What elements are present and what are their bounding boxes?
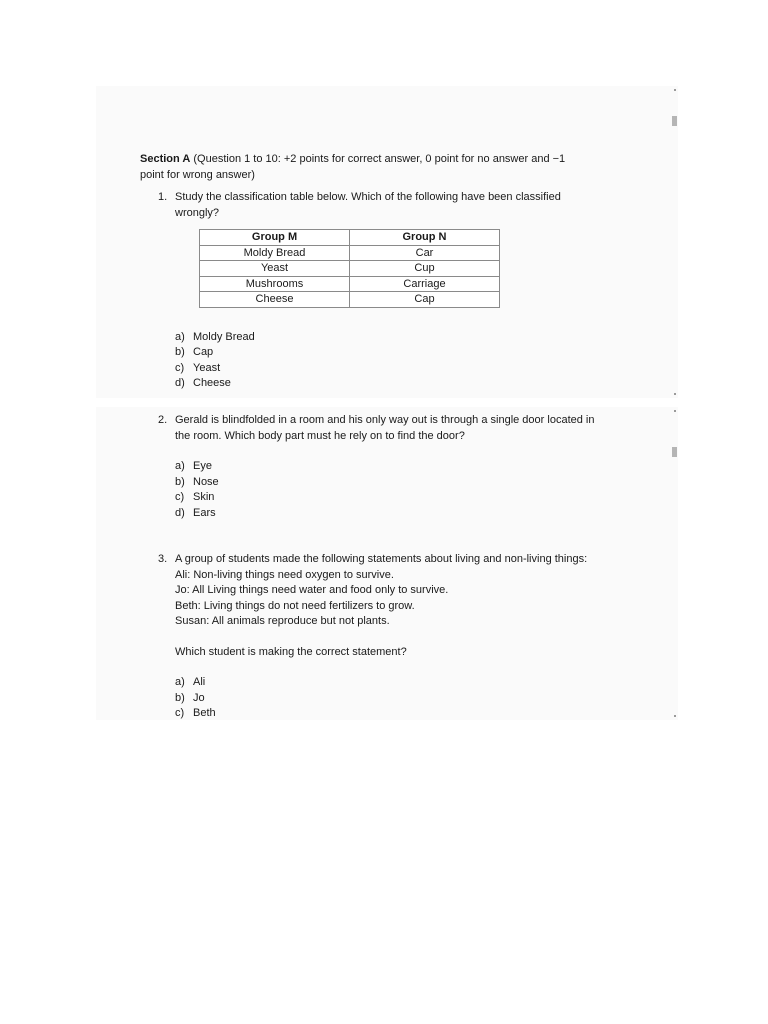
column-header: Group M <box>200 230 350 246</box>
option-text: Eye <box>193 460 212 472</box>
answer-option[interactable] <box>175 459 634 475</box>
option-text: Cap <box>193 346 214 358</box>
table-row <box>200 261 500 277</box>
answer-option[interactable] <box>175 361 634 377</box>
table-row <box>200 245 500 261</box>
table-cell: Cheese <box>200 292 350 308</box>
question-number: 2. <box>158 414 168 426</box>
option-text: Nose <box>193 475 219 488</box>
answer-option[interactable] <box>175 691 634 707</box>
scroll-thumb[interactable] <box>672 447 677 457</box>
student-statement: Jo: All Living things need water and food only to survive. <box>175 584 449 596</box>
scroll-up-arrow-icon[interactable] <box>674 410 676 412</box>
section-desc-line1: (Question 1 to 10: +2 points for correct answer, 0 point for no answer and −1 <box>193 153 566 165</box>
table-cell: Moldy Bread <box>200 245 350 261</box>
answer-option[interactable] <box>175 475 634 491</box>
option-text: Beth <box>193 707 216 719</box>
option-letter: a) <box>175 676 185 688</box>
spacer <box>175 630 634 645</box>
document-panel-2 <box>96 407 678 720</box>
table-cell: Yeast <box>200 261 350 277</box>
spacer <box>175 308 634 330</box>
option-letter: a) <box>175 330 185 343</box>
answer-option[interactable] <box>175 345 634 361</box>
option-text: Ears <box>193 506 216 519</box>
scroll-up-arrow-icon[interactable] <box>674 89 676 91</box>
spacer <box>175 660 634 675</box>
student-statement: Ali: Non-living things need oxygen to survive. <box>175 568 394 581</box>
question-text-line: the room. Which body part must he rely on to find the door? <box>175 429 465 442</box>
option-text: Jo <box>193 691 205 704</box>
question-3 <box>140 552 634 720</box>
question-2 <box>140 413 634 521</box>
option-letter: b) <box>175 691 185 704</box>
question-text-line: Study the classification table below. Which of the following have been classified <box>175 191 561 203</box>
answer-options <box>175 330 634 392</box>
scroll-down-arrow-icon[interactable] <box>674 393 676 395</box>
question-number: 3. <box>158 553 168 565</box>
answer-option[interactable] <box>175 490 634 506</box>
table-cell: Cup <box>350 261 500 277</box>
question-prompt: Which student is making the correct statement? <box>175 645 407 658</box>
table-cell: Cap <box>350 292 500 308</box>
section-header <box>140 152 634 183</box>
option-text: Moldy Bread <box>193 330 255 343</box>
section-desc-line2: point for wrong answer) <box>140 168 255 181</box>
section-title: Section A <box>140 153 191 165</box>
table-cell: Car <box>350 245 500 261</box>
scroll-thumb[interactable] <box>672 116 677 126</box>
panel-1-content <box>140 152 634 392</box>
question-number: 1. <box>158 191 168 203</box>
option-letter: c) <box>175 707 185 719</box>
student-statement: Beth: Living things do not need fertilizers to grow. <box>175 599 415 612</box>
question-text-line: Gerald is blindfolded in a room and his only way out is through a single door located in <box>175 414 595 426</box>
option-letter: d) <box>175 377 185 389</box>
question-text-line: wrongly? <box>175 206 220 219</box>
panel-2-content <box>140 413 634 720</box>
answer-option[interactable] <box>175 506 634 522</box>
option-text: Yeast <box>193 361 221 374</box>
answer-option[interactable] <box>175 675 634 691</box>
spacer <box>140 521 634 552</box>
answer-option[interactable] <box>175 330 634 346</box>
answer-options <box>175 675 634 720</box>
option-text: Cheese <box>193 377 231 389</box>
table-header-row <box>200 230 500 246</box>
option-letter: a) <box>175 460 185 472</box>
option-text: Ali <box>193 676 206 688</box>
panel-1-scrollbar[interactable] <box>670 86 678 398</box>
table-row <box>200 292 500 308</box>
table-cell: Mushrooms <box>200 276 350 292</box>
spacer <box>175 444 634 459</box>
classification-table <box>199 229 500 308</box>
option-letter: c) <box>175 361 185 374</box>
option-letter: b) <box>175 346 185 358</box>
option-letter: c) <box>175 491 185 503</box>
student-statement: Susan: All animals reproduce but not plants. <box>175 615 390 627</box>
option-letter: d) <box>175 506 185 519</box>
table-cell: Carriage <box>350 276 500 292</box>
column-header: Group N <box>350 230 500 246</box>
answer-options <box>175 459 634 521</box>
answer-option[interactable] <box>175 376 634 392</box>
question-text-line: A group of students made the following statements about living and non-living things: <box>175 553 588 565</box>
table-row <box>200 276 500 292</box>
option-text: Skin <box>193 491 215 503</box>
panel-2-scrollbar[interactable] <box>670 407 678 720</box>
document-panel-1 <box>96 86 678 398</box>
answer-option[interactable] <box>175 706 634 720</box>
question-1 <box>140 190 634 392</box>
option-letter: b) <box>175 475 185 488</box>
scroll-down-arrow-icon[interactable] <box>674 715 676 717</box>
